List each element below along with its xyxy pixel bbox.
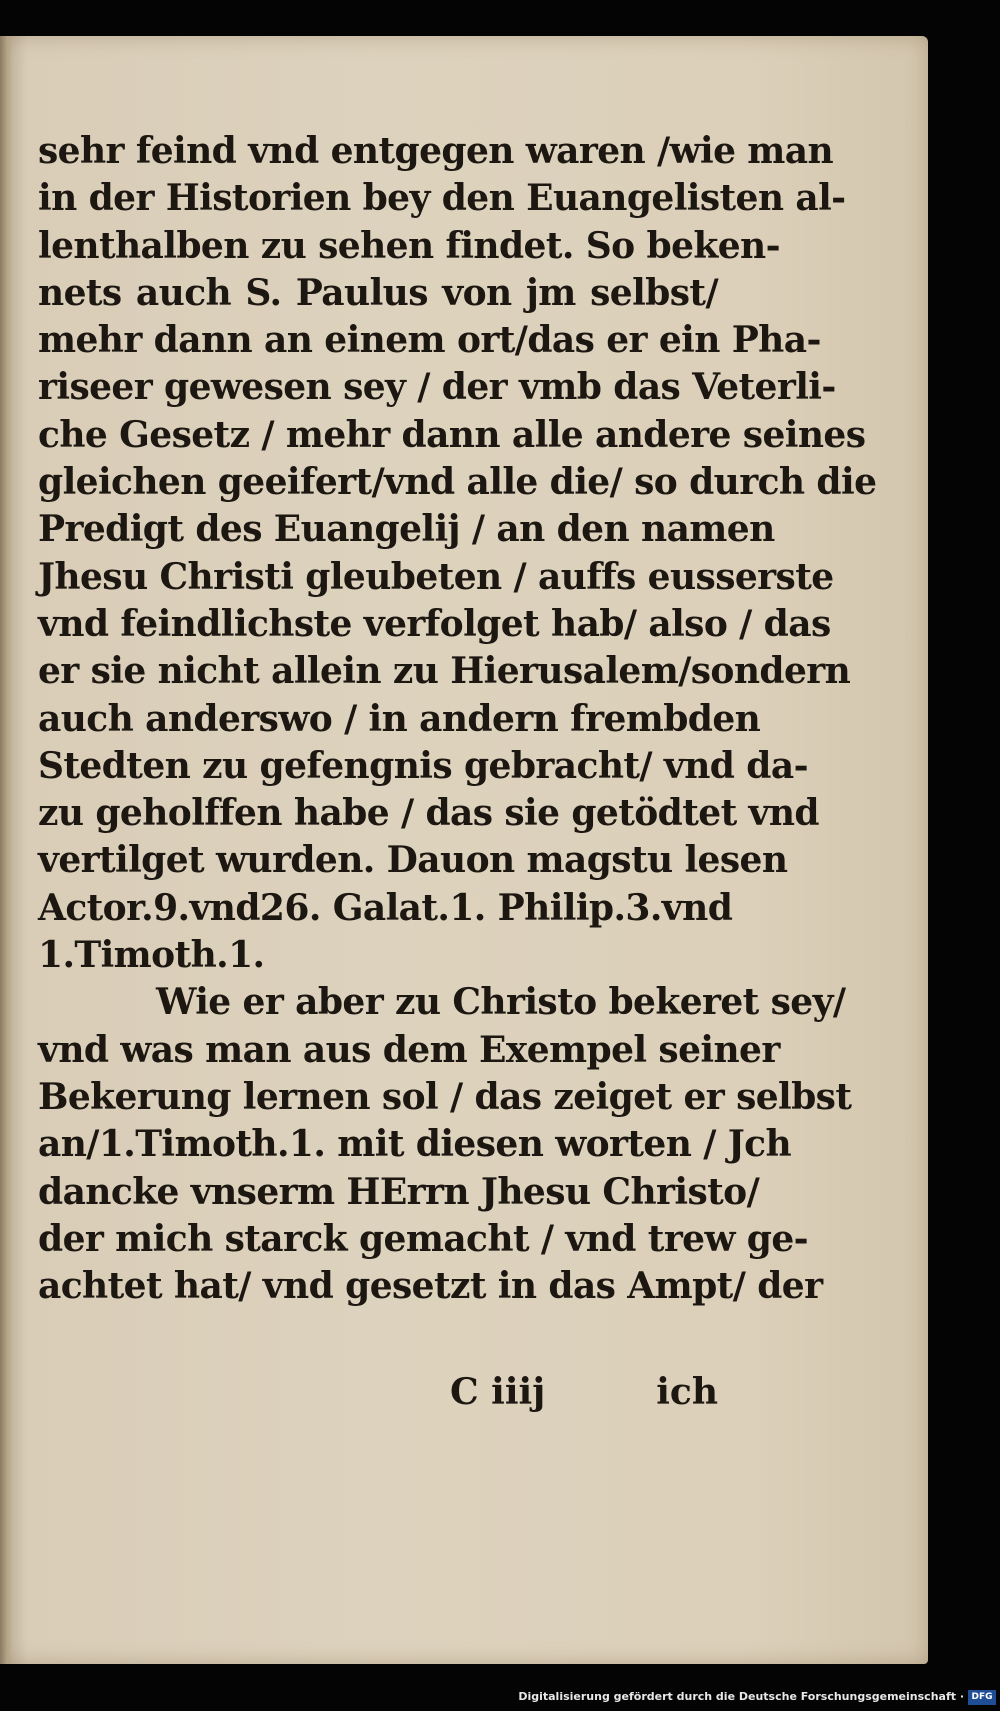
text-line: auch anderswo / in andern frembden — [38, 697, 761, 740]
text-line: Bekerung lernen sol / das zeiget er selbst — [38, 1075, 852, 1118]
text-line: che Gesetz / mehr dann alle andere seines — [38, 413, 866, 456]
text-line: nets auch S. Paulus von jm selbst/ — [38, 271, 718, 314]
page-footer-line — [38, 1368, 718, 1416]
text-line: 1.Timoth.1. — [38, 934, 265, 977]
text-line: in der Historien bey den Euangelisten al- — [38, 177, 846, 220]
text-line: mehr dann an einem ort/das er ein Pha- — [38, 319, 821, 362]
text-line: zu geholffen habe / das sie getödtet vnd — [38, 792, 819, 835]
dfg-logo-icon: DFG — [968, 1690, 996, 1705]
text-line: lenthalben zu sehen findet. So beken- — [38, 224, 780, 267]
text-line: sehr feind vnd entgegen waren /wie man — [38, 130, 834, 172]
signature-mark: C iiij — [450, 1371, 546, 1413]
text-line: vnd was man aus dem Exempel seiner — [38, 1028, 780, 1071]
text-line: dancke vnserm HErrn Jhesu Christo/ — [38, 1170, 760, 1213]
text-line: gleichen geeifert/vnd alle die/ so durch die — [38, 461, 877, 504]
text-line: an/1.Timoth.1. mit diesen worten / Jch — [38, 1123, 792, 1166]
digitization-footer — [0, 1681, 1000, 1711]
text-line: vnd feindlichste verfolget hab/ also / das — [38, 602, 831, 645]
text-line: Actor.9.vnd26. Galat.1. Philip.3.vnd — [38, 886, 733, 929]
text-line: Predigt des Euangelij / an den namen — [38, 508, 775, 551]
text-line: der mich starck gemacht / vnd trew ge- — [38, 1217, 809, 1260]
text-line: er sie nicht allein zu Hierusalem/sondern — [38, 650, 851, 693]
text-line: achtet hat/ vnd gesetzt in das Ampt/ der — [38, 1265, 823, 1308]
page-gutter-shadow — [0, 36, 12, 1664]
body-text — [38, 128, 877, 1310]
text-line: Jhesu Christi gleubeten / auffs eusserste — [38, 555, 834, 598]
funding-credit: Digitalisierung gefördert durch die Deutsche Forschungsgemeinschaft · — [518, 1690, 964, 1703]
text-line: riseer gewesen sey / der vmb das Veterli- — [38, 366, 836, 409]
text-line: Stedten zu gefengnis gebracht/ vnd da- — [38, 744, 808, 787]
text-line: vertilget wurden. Dauon magstu lesen — [38, 839, 788, 882]
paragraph-first-line: Wie er aber zu Christo bekeret sey/ — [156, 981, 846, 1024]
catchword: ich — [656, 1371, 718, 1413]
